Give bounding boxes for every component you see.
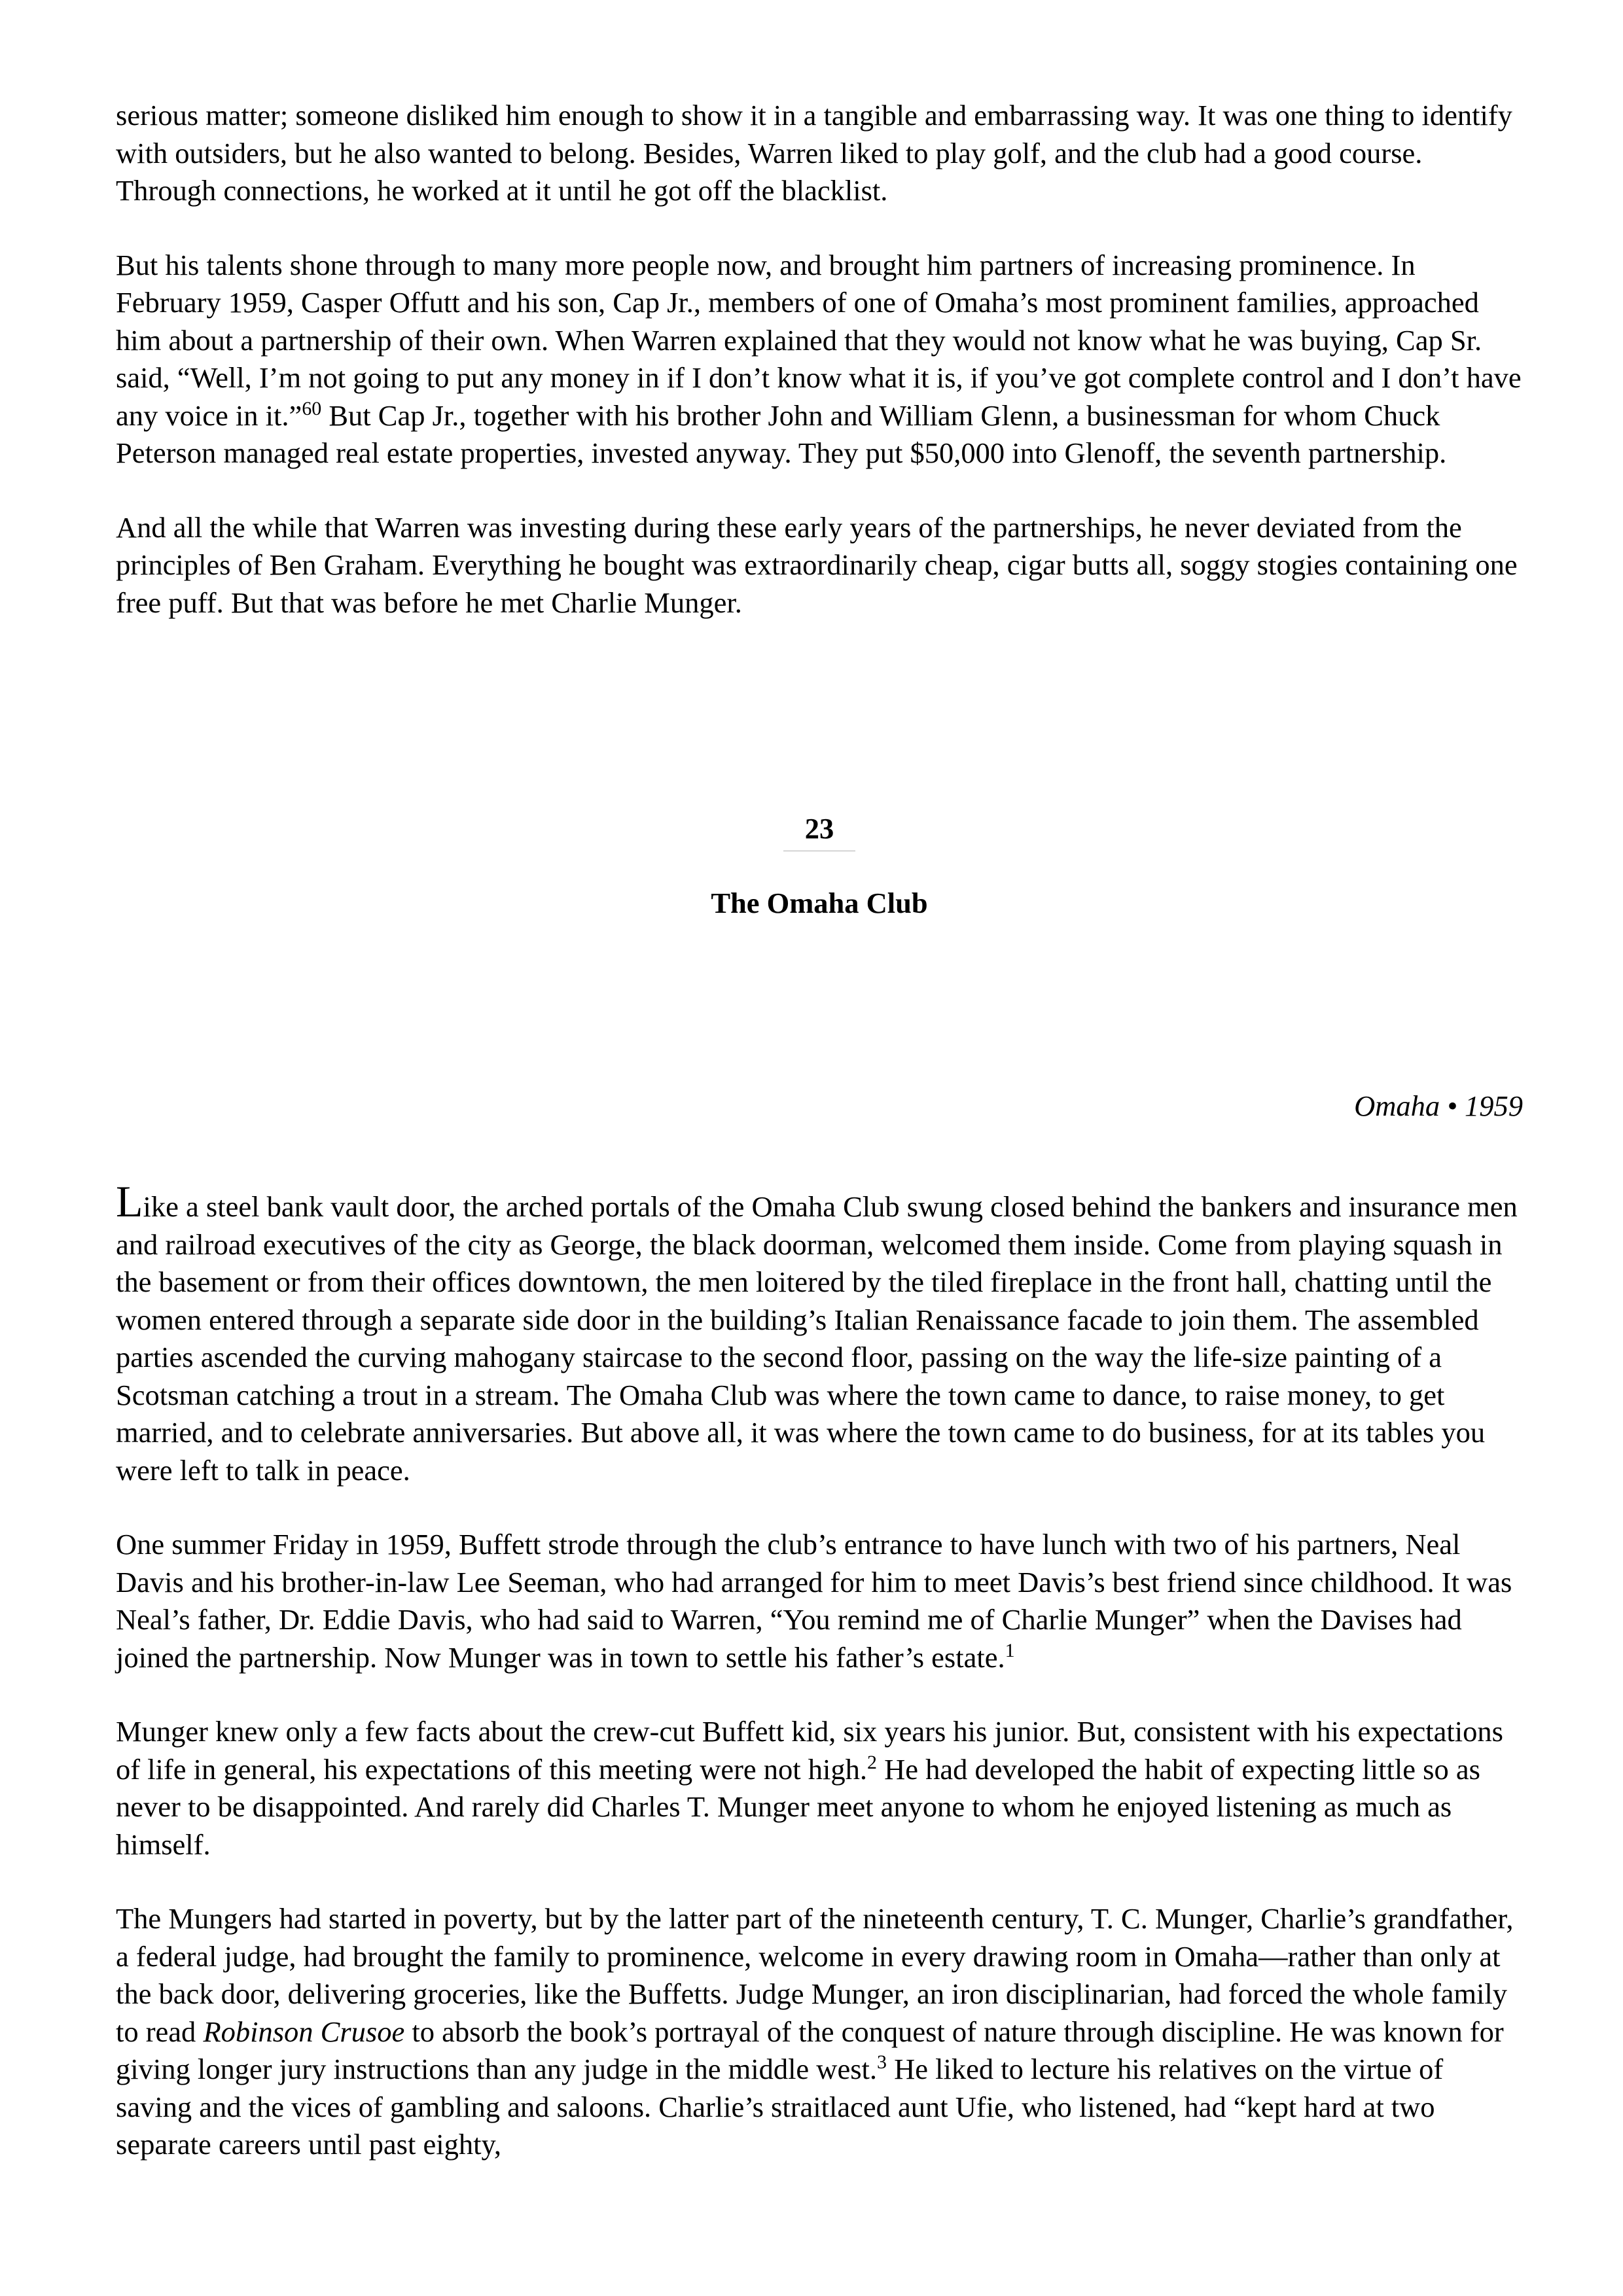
footnote-ref-2[interactable]: 2 (867, 1751, 878, 1773)
paragraph: And all the while that Warren was investing during these early years of the partnerships, he never deviated from the principles of Ben Graham. Everything he bought was extraordinarily cheap, cigar butts all, soggy stogies containing one free puff. But that was before he met Charlie Munger. (116, 510, 1518, 619)
paragraph-text: Munger knew only a few facts about the crew-cut Buffett kid, six years his junior. But, consistent with his expectations of life in general, his expectations of this meeting were not high. (116, 1715, 1503, 1786)
paragraph: serious matter; someone disliked him enough to show it in a tangible and embarrassing way. It was one thing to identify with outsiders, but he also wanted to belong. Besides, Warren liked to play golf, and the club had a good course. Through connections, he worked at it until he got off the blacklist. (116, 99, 1512, 207)
paragraph-text: He had developed the habit of expecting little so as never to be disappointed. And rarely did Charles T. Munger meet anyone to whom he enjoyed listening as much as himself. (116, 1752, 1480, 1861)
paragraph-text: But Cap Jr., together with his brother John and William Glenn, a businessman for whom Chuck Peterson managed real estate properties, invested anyway. They put $50,000 into Glenoff, the seventh partnership. (116, 398, 1447, 469)
continued-text (116, 97, 1523, 622)
footnote-ref-3[interactable]: 3 (877, 2051, 887, 2074)
paragraph-text: He liked to lecture his relatives on the virtue of saving and the vices of gambling and saloons. Charlie’s straitlaced aunt Ufie, who listened, had “kept hard at two separate careers until past eighty, (116, 2053, 1444, 2161)
drop-cap: L (116, 1176, 143, 1226)
paragraph (116, 1176, 1523, 1489)
chapter-body (116, 1176, 1523, 2164)
footnote-ref-1[interactable]: 1 (1005, 1639, 1015, 1661)
paragraph-text: But his talents shone through to many more people now, and brought him partners of increasing prominence. In February 1959, Casper Offutt and his son, Cap Jr., members of one of Omaha’s most prominent families, approached him about a partnership of their own. When Warren explained that they would not know what he was buying, Cap Sr. said, “Well, I’m not going to put any money in if I don’t know what it is, if you’ve got complete control and I don’t have any voice in it.” (116, 248, 1522, 432)
paragraph-text: The Mungers had started in poverty, but by the latter part of the nineteenth century, T. C. Munger, Charlie’s grandfather, a federal judge, had brought the family to prominence, welcome in every drawing room in Omaha—rather than only at the back door, delivering groceries, like the Buffetts. Judge Munger, an iron disciplinarian, had forced the whole family to read (116, 1902, 1514, 2048)
page (116, 97, 1523, 2161)
paragraph-text: One summer Friday in 1959, Buffett strode through the club’s entrance to have lunch with two of his partners, Neal Davis and his brother-in-law Lee Seeman, who had arranged for him to meet Davis’s best friend since childhood. It was Neal’s father, Dr. Eddie Davis, who had said to Warren, “You remind me of Charlie Munger” when the Davises had joined the partnership. Now Munger was in town to settle his father’s estate. (116, 1528, 1512, 1674)
paragraph (116, 1900, 1523, 2164)
footnote-ref-60[interactable]: 60 (302, 397, 322, 419)
paragraph-text: to absorb the book’s portrayal of the conquest of nature through discipline. He was known for giving longer jury instructions than any judge in the middle west. (116, 2015, 1504, 2085)
paragraph (116, 1526, 1523, 1676)
chapter-dateline: Omaha • 1959 (1354, 1089, 1523, 1122)
book-title: Robinson Crusoe (203, 2015, 405, 2048)
chapter-number: 23 (804, 812, 834, 845)
paragraph-text: ike a steel bank vault door, the arched portals of the Omaha Club swung closed behind the bankers and insurance men and railroad executives of the city as George, the black doorman, welcomed them inside. Come from playing squash in the basement or from their offices downtown, the men loitered by the tiled fireplace in the front hall, chatting until the women entered through a separate side door in the building’s Italian Renaissance facade to join them. The assembled parties ascended the curving mahogany staircase to the second floor, passing on the way the life-size painting of a Scotsman catching a trout in a stream. The Omaha Club was where the town came to dance, to raise money, to get married, and to celebrate anniversaries. But above all, it was where the town came to do business, for at its tables you were left to talk in peace. (116, 1190, 1518, 1487)
chapter-title: The Omaha Club (711, 887, 928, 919)
paragraph (116, 247, 1523, 472)
paragraph (116, 1713, 1523, 1863)
